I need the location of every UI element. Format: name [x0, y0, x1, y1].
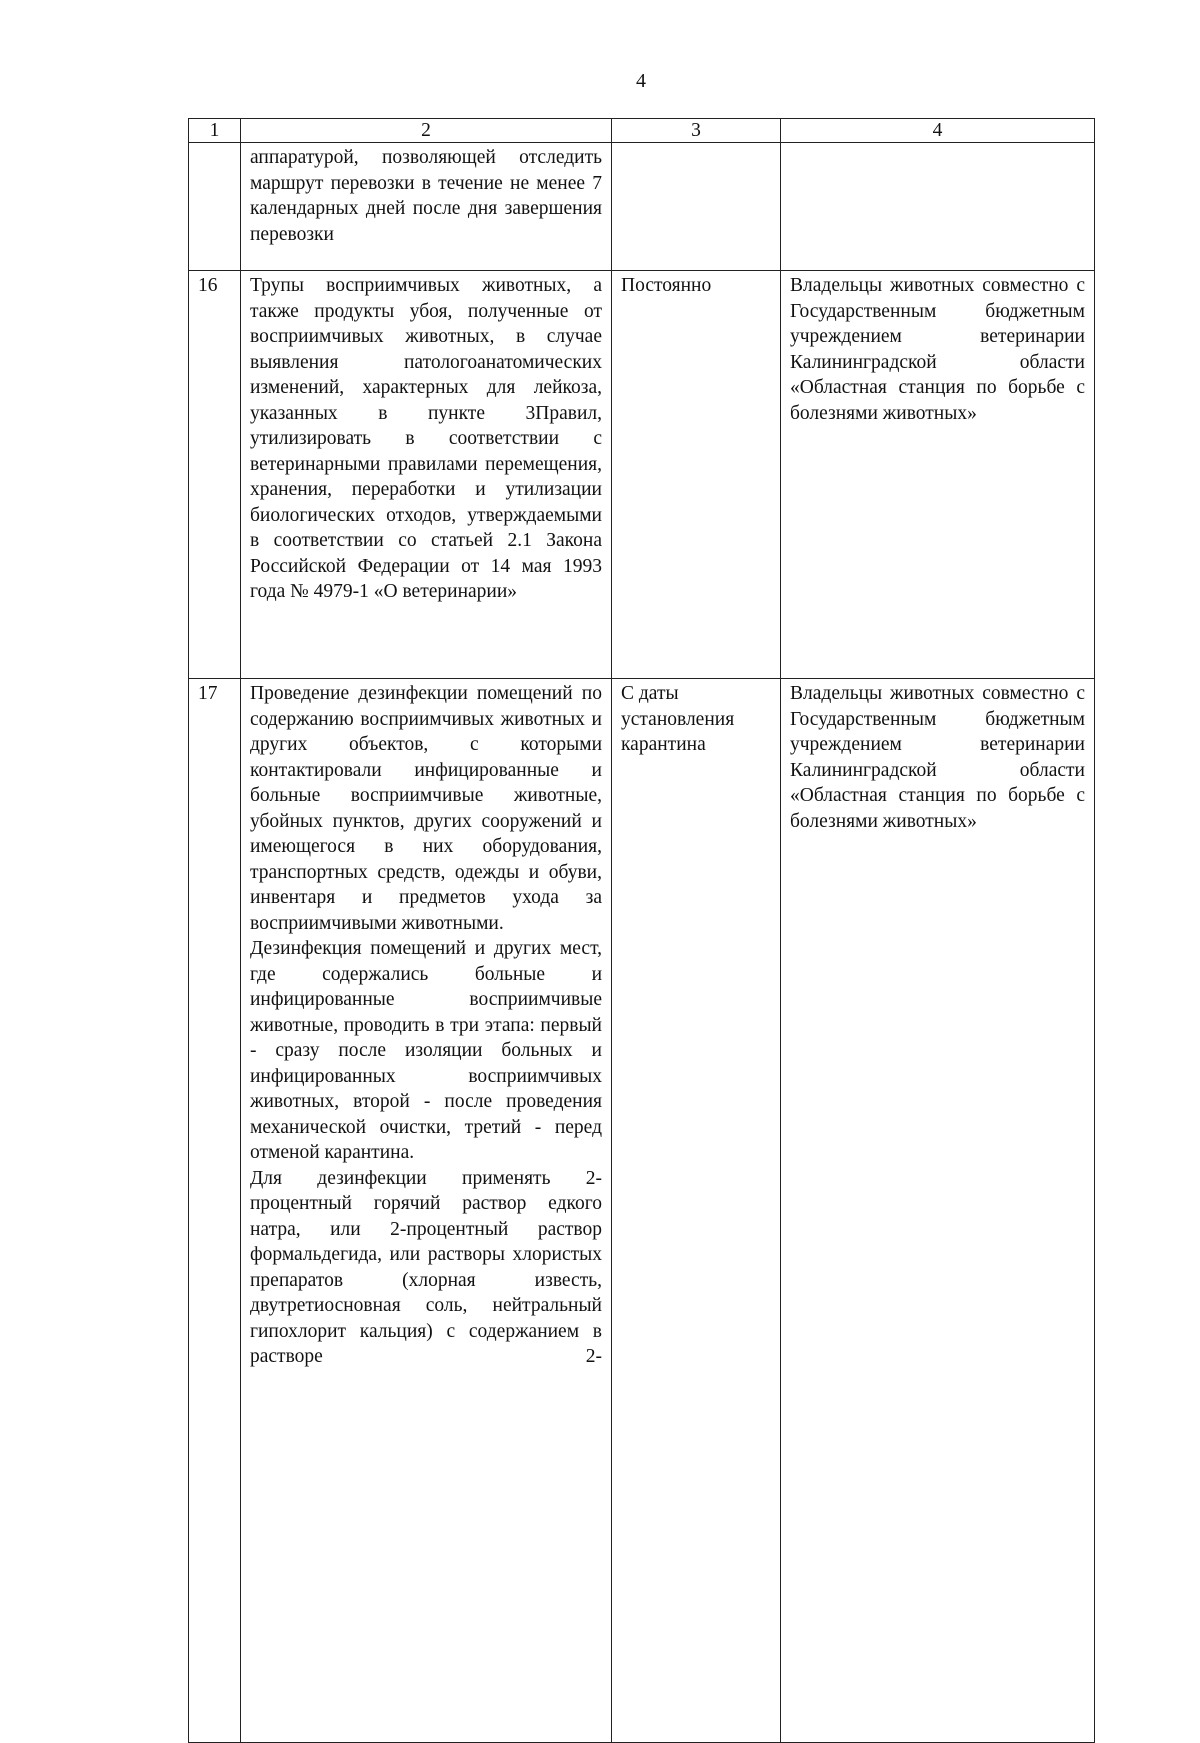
table-row	[189, 143, 1095, 271]
row-number: 16	[189, 271, 241, 679]
header-col-3: 3	[612, 119, 781, 143]
header-col-2: 2	[241, 119, 612, 143]
measure-paragraph: Проведение дезинфекции помещений по содержанию восприимчивых животных и других объектов, с которыми контактировали инфицированные и больные восприимчивые животные, убойных пунктов, других сооружений и имеющегося в них оборудования, транспортных средств, одежды и обуви, инвентаря и предметов ухода за восприимчивыми животными.	[250, 683, 602, 934]
measure-text: аппаратурой, позволяющей отследить маршрут перевозки в течение не менее 7 календарных дней после дня завершения перевозки	[250, 147, 602, 245]
responsible-cell: Владельцы животных совместно с Государственным бюджетным учреждением ветеринарии Калининградской области «Областная станция по борьбе с болезнями животных»	[781, 271, 1095, 679]
table-row	[189, 679, 1095, 1743]
term-cell: С даты установления карантина	[612, 679, 781, 1743]
page-number: 4	[636, 70, 646, 92]
measure-cell	[241, 271, 612, 679]
responsible-cell	[781, 143, 1095, 271]
header-col-1: 1	[189, 119, 241, 143]
row-number: 17	[189, 679, 241, 1743]
term-cell	[612, 143, 781, 271]
measure-paragraph: Для дезинфекции применять 2-процентный горячий раствор едкого натра, или 2-процентный раствор формальдегида, или растворы хлористых препаратов (хлорная известь, двутретиосновная соль, нейтральный гипохлорит кальция) с содержанием в растворе 2-	[250, 1167, 602, 1367]
measure-text: Трупы восприимчивых животных, а также продукты убоя, полученные от восприимчивых животных, в случае выявления патологоанатомических изменений, характерных для лейкоза, указанных в пункте 3Правил, утилизировать в соответствии с ветеринарными правилами перемещения, хранения, переработки и утилизации биологических отходов, утверждаемыми в соответствии со статьей 2.1 Закона Российской Федерации от 14 мая 1993 года № 4979-1 «О ветеринарии»	[250, 275, 602, 602]
table-row	[189, 271, 1095, 679]
header-col-4: 4	[781, 119, 1095, 143]
measures-table	[188, 118, 1095, 1743]
table-header-row	[189, 119, 1095, 143]
measure-paragraph: Дезинфекция помещений и других мест, где содержались больные и инфицированные восприимчивые животные, проводить в три этапа: первый - сразу после изоляции больных и инфицированных восприимчивых животных, второй - после проведения механической очистки, третий - перед отменой карантина.	[250, 938, 602, 1163]
row-number	[189, 143, 241, 271]
term-cell: Постоянно	[612, 271, 781, 679]
responsible-cell: Владельцы животных совместно с Государственным бюджетным учреждением ветеринарии Калининградской области «Областная станция по борьбе с болезнями животных»	[781, 679, 1095, 1743]
measure-cell	[241, 679, 612, 1743]
measure-cell	[241, 143, 612, 271]
